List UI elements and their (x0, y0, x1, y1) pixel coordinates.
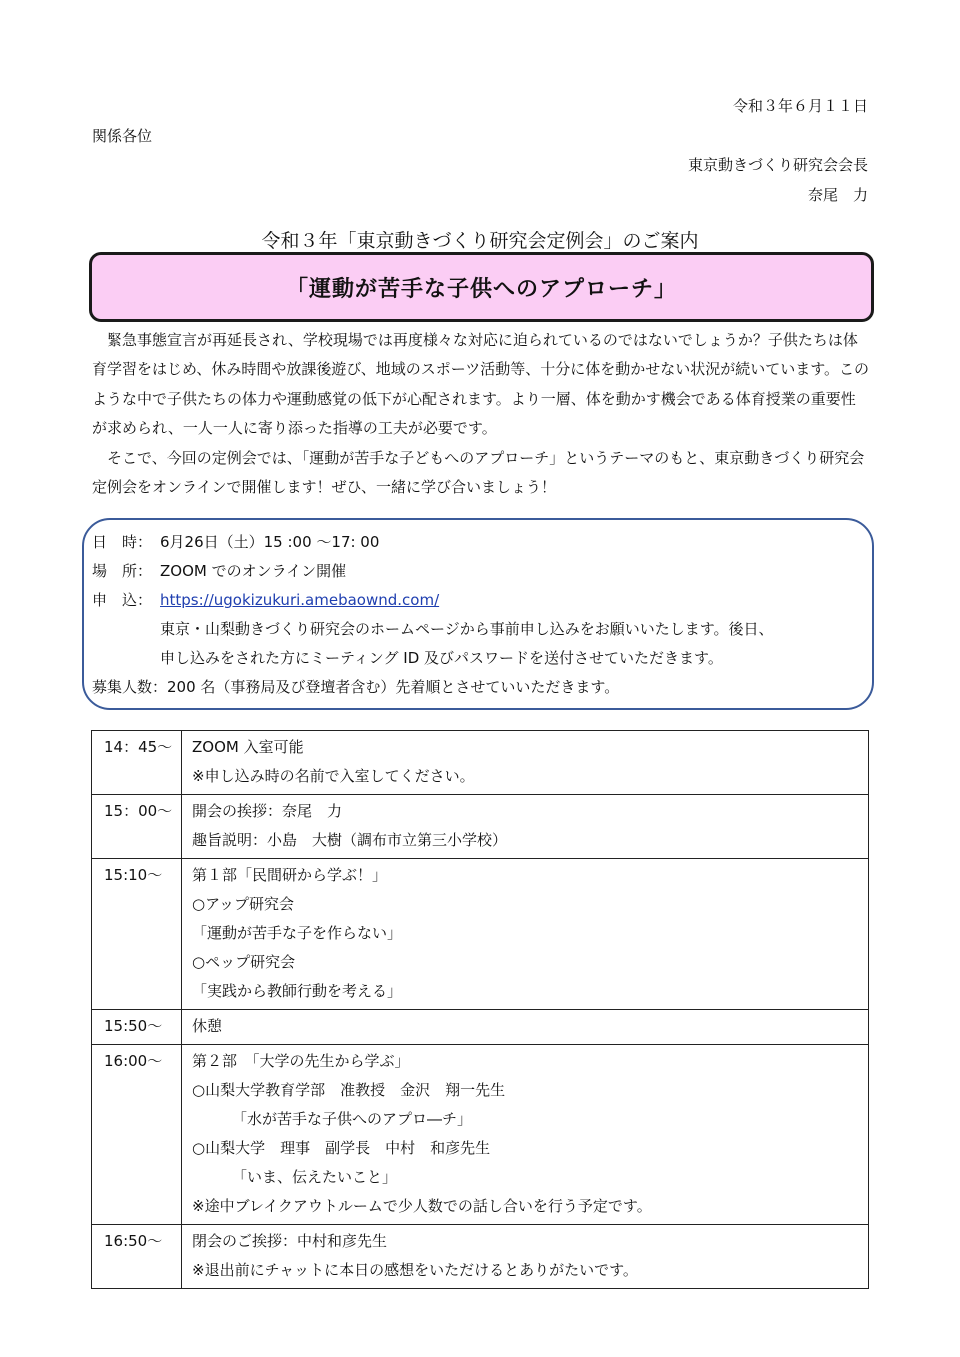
schedule-content (182, 1225, 869, 1289)
schedule-time: 15:50～ (92, 1010, 182, 1045)
info-date-label: 日 時： (92, 533, 153, 551)
schedule-line: ZOOM 入室可能 (192, 738, 304, 756)
schedule-content (182, 1010, 869, 1045)
schedule-line: 「水が苦手な子供へのアプロ―チ」 (232, 1110, 473, 1128)
schedule-line: ○山梨大学教育学部 准教授 金沢 翔一先生 (192, 1081, 506, 1099)
info-date-value: 6月26日（土）15 :00 ～17: 00 (160, 533, 380, 551)
table-row (92, 795, 869, 859)
table-row (92, 731, 869, 795)
document-date: 令和３年６月１１日 (732, 97, 868, 115)
document-title: 令和３年「東京動きづくり研究会定例会」のご案内 (261, 230, 699, 252)
schedule-line: 開会の挨拶：奈尾 力 (192, 802, 343, 820)
schedule-line: ※退出前にチャットに本日の感想をいただけるとありがたいです。 (192, 1261, 638, 1279)
theme-text: 「運動が苦手な子供へのアプローチ」 (285, 276, 677, 302)
apply-link[interactable]: https://ugokizukuri.amebaownd.com/ (160, 591, 440, 609)
table-row (92, 859, 869, 1010)
schedule-line: 「いま、伝えたいこと」 (232, 1168, 398, 1186)
schedule-content (182, 859, 869, 1010)
apply-note-1: 東京・山梨動きづくり研究会のホームページから事前申し込みをお願いいたします。後日、 (160, 620, 774, 638)
schedule-table (91, 730, 869, 1289)
signer-name: 奈尾 力 (807, 186, 868, 204)
intro-paragraph-1: 緊急事態宣言が再延長され、学校現場では再度様々な対応に迫られているのではないでしょうか？子供たちは体育学習をはじめ、休み時間や放課後遊び、地域のスポーツ活動等、十分に体を動かせない状況が続いています。このような中で子供たちの体力や運動感覚の低下が心配されます。より一層、体を動かす機会である体育授業の重要性が求められ、一人一人に寄り添った指導の工夫が必要です。 (92, 331, 870, 438)
schedule-line: ○アップ研究会 (192, 895, 295, 913)
info-place-value: ZOOM でのオンライン開催 (160, 562, 347, 580)
schedule-line: 休憩 (192, 1017, 223, 1035)
schedule-line: 「実践から教師行動を考える」 (192, 982, 403, 1000)
schedule-time: 16:50～ (92, 1225, 182, 1289)
table-row (92, 1010, 869, 1045)
schedule-line: ※申し込み時の名前で入室してください。 (192, 767, 475, 785)
schedule-line: 「運動が苦手な子を作らない」 (192, 924, 403, 942)
table-row (92, 1045, 869, 1225)
info-capacity: 募集人数：200 名（事務局及び登壇者含む）先着順とさせていいただきます。 (92, 678, 620, 696)
info-date (92, 531, 379, 552)
table-row (92, 1225, 869, 1289)
schedule-line: ○ペップ研究会 (192, 953, 296, 971)
info-apply (92, 589, 439, 610)
schedule-content (182, 795, 869, 859)
schedule-content (182, 1045, 869, 1225)
apply-note-2: 申し込みをされた方にミーティング ID 及びパスワードを送付させていただきます。 (160, 649, 723, 667)
schedule-line: 第２部 「大学の先生から学ぶ」 (192, 1052, 410, 1070)
schedule-line: 趣旨説明：小島 大樹（調布市立第三小学校） (192, 831, 508, 849)
intro-text (92, 326, 870, 502)
schedule-line: ○山梨大学 理事 副学長 中村 和彦先生 (192, 1139, 491, 1157)
schedule-line: 第１部「民間研から学ぶ！」 (192, 866, 388, 884)
theme-banner (89, 252, 874, 322)
schedule-time: 15：00～ (92, 795, 182, 859)
info-apply-label: 申 込： (92, 591, 153, 609)
schedule-content (182, 731, 869, 795)
info-place (92, 560, 346, 581)
intro-paragraph-2: そこで、今回の定例会では、「運動が苦手な子どもへのアプローチ」というテーマのもと、東京動きづくり研究会定例会をオンラインで開催します！ぜひ、一緒に学び合いましょう！ (92, 448, 865, 497)
schedule-line: 閉会のご挨拶：中村和彦先生 (192, 1232, 388, 1250)
recipient: 関係各位 (92, 127, 153, 145)
schedule-line: ※途中ブレイクアウトルームで少人数での話し合いを行う予定です。 (192, 1197, 652, 1215)
info-place-label: 場 所： (92, 562, 153, 580)
schedule-time: 15:10～ (92, 859, 182, 1010)
schedule-time: 16:00～ (92, 1045, 182, 1225)
schedule-time: 14：45～ (92, 731, 182, 795)
organization-name: 東京動きづくり研究会会長 (687, 156, 868, 174)
